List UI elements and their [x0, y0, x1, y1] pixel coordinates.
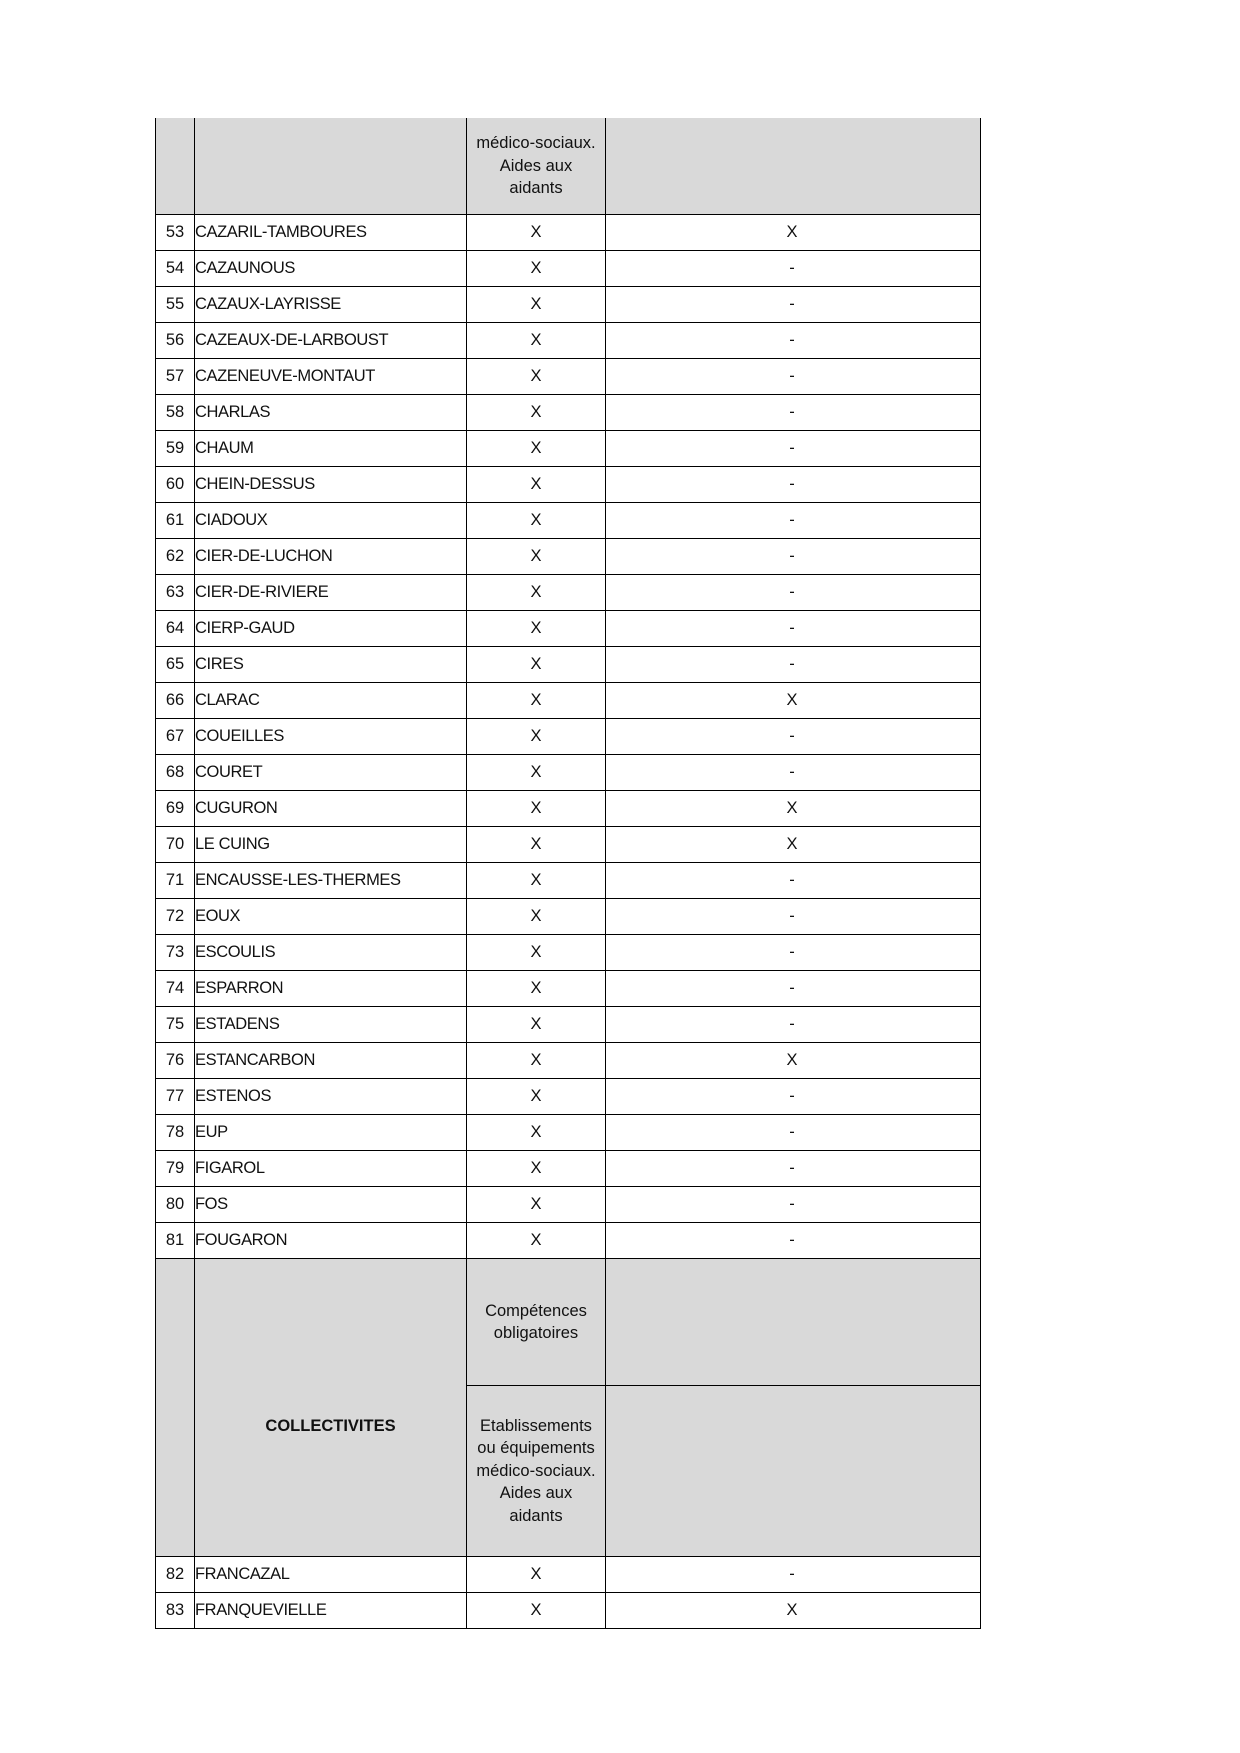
- header-num-cell: [156, 118, 195, 215]
- competence-obligatoire-mark: X: [467, 1007, 606, 1043]
- competence-optionnelle-mark: [606, 791, 981, 827]
- competence-obligatoire-mark: X: [467, 971, 606, 1007]
- competence-optionnelle-mark: [606, 431, 981, 467]
- competence-obligatoire-mark: X: [467, 1223, 606, 1259]
- table-row: [156, 1079, 981, 1115]
- competence-optionnelle-mark: [606, 647, 981, 683]
- competence-obligatoire-mark: X: [467, 1593, 606, 1629]
- mark-text: -: [789, 1015, 795, 1033]
- commune-name: LE CUING: [195, 827, 467, 863]
- competence-optionnelle-mark: [606, 215, 981, 251]
- section-header-row: [156, 1259, 981, 1386]
- table-row: [156, 863, 981, 899]
- competence-optionnelle-mark: [606, 1593, 981, 1629]
- competence-optionnelle-mark: [606, 359, 981, 395]
- mark-text: -: [789, 1195, 795, 1213]
- competence-optionnelle-mark: [606, 863, 981, 899]
- row-number: 78: [156, 1115, 195, 1151]
- commune-name: FIGAROL: [195, 1151, 467, 1187]
- commune-name: CIRES: [195, 647, 467, 683]
- competence-obligatoire-mark: X: [467, 791, 606, 827]
- competence-obligatoire-mark: X: [467, 683, 606, 719]
- competence-obligatoire-mark: X: [467, 611, 606, 647]
- table-row: [156, 1007, 981, 1043]
- competence-optionnelle-mark: [606, 827, 981, 863]
- competence-obligatoire-mark: X: [467, 863, 606, 899]
- mark-text: -: [789, 1565, 795, 1583]
- commune-name: ESPARRON: [195, 971, 467, 1007]
- commune-name: CAZENEUVE-MONTAUT: [195, 359, 467, 395]
- commune-name: ESTANCARBON: [195, 1043, 467, 1079]
- mark-text: -: [789, 403, 795, 421]
- mark-text: X: [786, 691, 798, 709]
- table-row: [156, 287, 981, 323]
- table-row: [156, 827, 981, 863]
- table-row: [156, 503, 981, 539]
- commune-name: ESTADENS: [195, 1007, 467, 1043]
- table-row: [156, 1151, 981, 1187]
- row-number: 79: [156, 1151, 195, 1187]
- row-number: 62: [156, 539, 195, 575]
- table-row: [156, 1115, 981, 1151]
- competence-obligatoire-mark: X: [467, 539, 606, 575]
- competences-obligatoires-heading: Compétences obligatoires: [467, 1259, 606, 1386]
- competence-obligatoire-mark: X: [467, 1557, 606, 1593]
- mark-text: -: [789, 439, 795, 457]
- competence-optionnelle-mark: [606, 1079, 981, 1115]
- mark-text: -: [789, 727, 795, 745]
- row-number: 55: [156, 287, 195, 323]
- table-row: [156, 1557, 981, 1593]
- table-row: [156, 395, 981, 431]
- row-number: 77: [156, 1079, 195, 1115]
- table-row: [156, 719, 981, 755]
- table-row: [156, 1043, 981, 1079]
- row-number: 80: [156, 1187, 195, 1223]
- competence-obligatoire-mark: X: [467, 1079, 606, 1115]
- mark-text: -: [789, 1087, 795, 1105]
- row-number: 57: [156, 359, 195, 395]
- competence-obligatoire-mark: X: [467, 935, 606, 971]
- competence-optionnelle-mark: [606, 683, 981, 719]
- competence-optionnelle-mark: [606, 719, 981, 755]
- competence-optionnelle-mark: [606, 935, 981, 971]
- competence-optionnelle-mark: [606, 611, 981, 647]
- mark-text: -: [789, 331, 795, 349]
- row-number: 67: [156, 719, 195, 755]
- header-name-cell: [195, 118, 467, 215]
- commune-name: CIER-DE-RIVIERE: [195, 575, 467, 611]
- commune-name: FOS: [195, 1187, 467, 1223]
- table-row: [156, 683, 981, 719]
- row-number: 70: [156, 827, 195, 863]
- competence-obligatoire-mark: X: [467, 503, 606, 539]
- competence-obligatoire-mark: X: [467, 827, 606, 863]
- mark-text: -: [789, 943, 795, 961]
- commune-name: CUGURON: [195, 791, 467, 827]
- commune-name: CLARAC: [195, 683, 467, 719]
- commune-name: COUEILLES: [195, 719, 467, 755]
- row-number: 59: [156, 431, 195, 467]
- commune-name: CHARLAS: [195, 395, 467, 431]
- competence-obligatoire-mark: X: [467, 1115, 606, 1151]
- commune-name: ESTENOS: [195, 1079, 467, 1115]
- mark-text: X: [786, 223, 798, 241]
- table-row: [156, 431, 981, 467]
- collectivites-heading: COLLECTIVITES: [195, 1259, 467, 1557]
- row-number: 75: [156, 1007, 195, 1043]
- competence-optionnelle-mark: [606, 503, 981, 539]
- table-row: [156, 359, 981, 395]
- competence-obligatoire-mark: X: [467, 215, 606, 251]
- competence-obligatoire-mark: X: [467, 287, 606, 323]
- competence-optionnelle-mark: [606, 251, 981, 287]
- competence-obligatoire-mark: X: [467, 755, 606, 791]
- competence-optionnelle-mark: [606, 1043, 981, 1079]
- table-row: [156, 1593, 981, 1629]
- competence-optionnelle-mark: [606, 755, 981, 791]
- competence-optionnelle-mark: [606, 1115, 981, 1151]
- commune-name: EOUX: [195, 899, 467, 935]
- commune-name: EUP: [195, 1115, 467, 1151]
- commune-name: CIER-DE-LUCHON: [195, 539, 467, 575]
- competence-obligatoire-mark: X: [467, 323, 606, 359]
- header-col-a-continued: médico-sociaux. Aides aux aidants: [467, 118, 606, 215]
- row-number: 74: [156, 971, 195, 1007]
- table-row: [156, 647, 981, 683]
- mark-text: -: [789, 871, 795, 889]
- competence-optionnelle-mark: [606, 899, 981, 935]
- competence-obligatoire-mark: X: [467, 1187, 606, 1223]
- competence-optionnelle-mark: [606, 539, 981, 575]
- row-number: 82: [156, 1557, 195, 1593]
- competence-optionnelle-mark: [606, 1187, 981, 1223]
- row-number: 83: [156, 1593, 195, 1629]
- table-row: [156, 791, 981, 827]
- competence-optionnelle-mark: [606, 467, 981, 503]
- mark-text: X: [786, 1051, 798, 1069]
- competence-obligatoire-mark: X: [467, 575, 606, 611]
- row-number: 56: [156, 323, 195, 359]
- mark-text: -: [789, 655, 795, 673]
- competence-obligatoire-mark: X: [467, 647, 606, 683]
- header-col-b-cell: [606, 1259, 981, 1386]
- mark-text: -: [789, 367, 795, 385]
- competence-obligatoire-mark: X: [467, 1151, 606, 1187]
- mark-text: X: [786, 799, 798, 817]
- mark-text: -: [789, 1159, 795, 1177]
- row-number: 72: [156, 899, 195, 935]
- row-number: 60: [156, 467, 195, 503]
- competence-obligatoire-mark: X: [467, 395, 606, 431]
- competence-obligatoire-mark: X: [467, 899, 606, 935]
- row-number: 58: [156, 395, 195, 431]
- mark-text: -: [789, 259, 795, 277]
- table-row: [156, 323, 981, 359]
- table-row: [156, 611, 981, 647]
- table-row: [156, 1187, 981, 1223]
- table-row: [156, 899, 981, 935]
- mark-text: -: [789, 979, 795, 997]
- mark-text: X: [786, 835, 798, 853]
- row-number: 71: [156, 863, 195, 899]
- collectivites-table: [155, 118, 981, 1629]
- commune-name: COURET: [195, 755, 467, 791]
- table-row: [156, 1223, 981, 1259]
- mark-text: -: [789, 475, 795, 493]
- commune-name: CHEIN-DESSUS: [195, 467, 467, 503]
- mark-text: -: [789, 547, 795, 565]
- competence-optionnelle-mark: [606, 395, 981, 431]
- row-number: 65: [156, 647, 195, 683]
- table-row: [156, 539, 981, 575]
- competence-optionnelle-mark: [606, 287, 981, 323]
- competence-obligatoire-mark: X: [467, 1043, 606, 1079]
- table-row: [156, 251, 981, 287]
- competence-optionnelle-mark: [606, 1007, 981, 1043]
- competence-obligatoire-mark: X: [467, 719, 606, 755]
- commune-name: CIADOUX: [195, 503, 467, 539]
- competence-obligatoire-mark: X: [467, 359, 606, 395]
- row-number: 64: [156, 611, 195, 647]
- table-row: [156, 755, 981, 791]
- table-row: [156, 971, 981, 1007]
- commune-name: FOUGARON: [195, 1223, 467, 1259]
- mark-text: -: [789, 511, 795, 529]
- row-number: 73: [156, 935, 195, 971]
- competence-optionnelle-mark: [606, 575, 981, 611]
- commune-name: CAZARIL-TAMBOURES: [195, 215, 467, 251]
- continued-header-row: [156, 118, 981, 215]
- mark-text: -: [789, 907, 795, 925]
- mark-text: -: [789, 295, 795, 313]
- table-row: [156, 467, 981, 503]
- commune-name: CAZAUX-LAYRISSE: [195, 287, 467, 323]
- header-col-b-cell: [606, 118, 981, 215]
- row-number: 68: [156, 755, 195, 791]
- commune-name: FRANCAZAL: [195, 1557, 467, 1593]
- row-number: 53: [156, 215, 195, 251]
- commune-name: FRANQUEVIELLE: [195, 1593, 467, 1629]
- row-number: 61: [156, 503, 195, 539]
- header-col-b-cell: [606, 1386, 981, 1557]
- competence-optionnelle-mark: [606, 1557, 981, 1593]
- competence-obligatoire-mark: X: [467, 431, 606, 467]
- mark-text: -: [789, 1231, 795, 1249]
- row-number: 66: [156, 683, 195, 719]
- row-number: 63: [156, 575, 195, 611]
- mark-text: -: [789, 583, 795, 601]
- commune-name: CAZAUNOUS: [195, 251, 467, 287]
- commune-name: CIERP-GAUD: [195, 611, 467, 647]
- competence-optionnelle-mark: [606, 1223, 981, 1259]
- table-row: [156, 575, 981, 611]
- row-number: 81: [156, 1223, 195, 1259]
- competence-optionnelle-mark: [606, 323, 981, 359]
- commune-name: ENCAUSSE-LES-THERMES: [195, 863, 467, 899]
- competence-obligatoire-mark: X: [467, 251, 606, 287]
- commune-name: CHAUM: [195, 431, 467, 467]
- commune-name: CAZEAUX-DE-LARBOUST: [195, 323, 467, 359]
- table-row: [156, 215, 981, 251]
- mark-text: -: [789, 763, 795, 781]
- mark-text: -: [789, 1123, 795, 1141]
- row-number: 69: [156, 791, 195, 827]
- competence-optionnelle-mark: [606, 971, 981, 1007]
- row-number: 76: [156, 1043, 195, 1079]
- mark-text: -: [789, 619, 795, 637]
- competence-optionnelle-mark: [606, 1151, 981, 1187]
- commune-name: ESCOULIS: [195, 935, 467, 971]
- header-num-cell: [156, 1259, 195, 1557]
- mark-text: X: [786, 1601, 798, 1619]
- table-row: [156, 935, 981, 971]
- etablissements-heading: Etablissements ou équipements médico-sociaux. Aides aux aidants: [467, 1386, 606, 1557]
- row-number: 54: [156, 251, 195, 287]
- competence-obligatoire-mark: X: [467, 467, 606, 503]
